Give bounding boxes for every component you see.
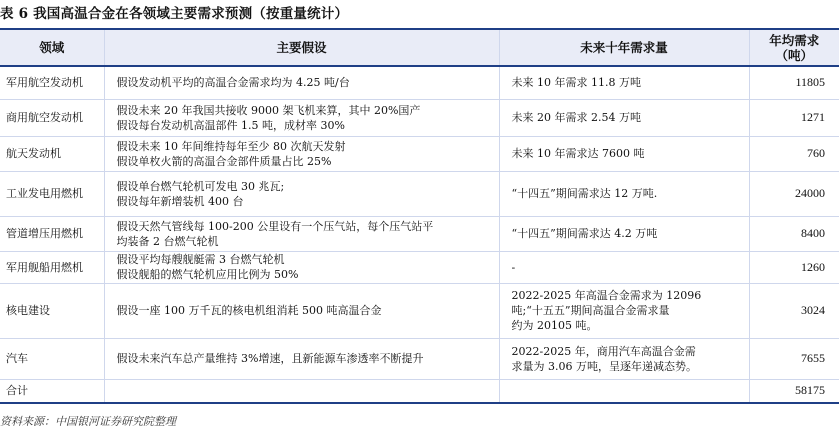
table-row bbox=[0, 136, 839, 171]
assumption-line: 均装备 2 台燃气轮机 bbox=[116, 234, 219, 248]
table-title: 表 6 我国高温合金在各领域主要需求预测（按重量统计） bbox=[0, 6, 349, 22]
assumption-line: 假设平均每艘舰艇需 3 台燃气轮机 bbox=[116, 253, 285, 266]
cell-domain: 商用航空发动机 bbox=[0, 99, 104, 136]
demand-line: - bbox=[511, 260, 516, 274]
cell-annual-demand: 8400 bbox=[749, 216, 839, 251]
cell-demand bbox=[499, 251, 749, 283]
demand-line: 求量为 3.06 万吨，呈逐年递减态势。 bbox=[511, 359, 697, 373]
cell-annual-demand: 3024 bbox=[749, 283, 839, 338]
cell-demand bbox=[499, 283, 749, 338]
cell-annual-demand: 11805 bbox=[749, 66, 839, 99]
cell-assumption bbox=[104, 171, 499, 216]
table-row bbox=[0, 99, 839, 136]
cell-domain: 管道增压用燃机 bbox=[0, 216, 104, 251]
table-row bbox=[0, 338, 839, 379]
assumption-line: 假设每年新增装机 400 台 bbox=[116, 194, 244, 208]
cell-annual-demand: 7655 bbox=[749, 338, 839, 379]
table-row bbox=[0, 216, 839, 251]
cell-domain: 军用航空发动机 bbox=[0, 66, 104, 99]
assumption-line: 假设天然气管线每 100-200 公里设有一个压气站，每个压气站平 bbox=[116, 219, 434, 233]
demand-line: “十四五”期间需求达 4.2 万吨 bbox=[511, 227, 658, 240]
table-row bbox=[0, 283, 839, 338]
cell-domain: 航天发动机 bbox=[0, 136, 104, 171]
demand-line: 未来 10 年需求达 7600 吨 bbox=[511, 147, 645, 160]
assumption-line: 假设每台发动机高温部件 1.5 吨，成材率 30% bbox=[116, 118, 345, 132]
table-row bbox=[0, 171, 839, 216]
demand-forecast-table bbox=[0, 28, 839, 404]
demand-line: 未来 10 年需求 11.8 万吨 bbox=[511, 76, 641, 90]
table-row bbox=[0, 66, 839, 99]
cell-annual-demand: 58175 bbox=[749, 379, 839, 403]
header-annual-line1: 年均需求 bbox=[769, 32, 820, 48]
cell-assumption bbox=[104, 379, 499, 403]
cell-demand bbox=[499, 66, 749, 99]
demand-line: 2022-2025 年，商用汽车高温合金需 bbox=[511, 344, 696, 358]
assumption-line: 假设未来 10 年间维持每年至少 80 次航天发射 bbox=[116, 139, 346, 153]
cell-annual-demand: 1260 bbox=[749, 251, 839, 283]
table-header-row bbox=[0, 29, 839, 66]
demand-line: 2022-2025 年高温合金需求为 12096 bbox=[511, 289, 702, 302]
cell-assumption bbox=[104, 338, 499, 379]
cell-assumption bbox=[104, 251, 499, 283]
header-demand: 未来十年需求量 bbox=[499, 29, 749, 66]
cell-domain: 工业发电用燃机 bbox=[0, 171, 104, 216]
assumption-line: 假设单台燃气轮机可发电 30 兆瓦; bbox=[116, 179, 285, 193]
cell-assumption bbox=[104, 216, 499, 251]
source-note: 资料来源：中国银河证券研究院整理 bbox=[0, 415, 176, 428]
cell-demand bbox=[499, 216, 749, 251]
cell-assumption bbox=[104, 66, 499, 99]
assumption-line: 假设舰船的燃气轮机应用比例为 50% bbox=[116, 268, 299, 281]
cell-assumption bbox=[104, 283, 499, 338]
demand-line: 吨;“十五五”期间高温合金需求量 bbox=[511, 304, 670, 317]
header-assumption: 主要假设 bbox=[104, 29, 499, 66]
cell-demand bbox=[499, 99, 749, 136]
cell-domain: 汽车 bbox=[0, 338, 104, 379]
cell-domain: 核电建设 bbox=[0, 283, 104, 338]
demand-line: 约为 20105 吨。 bbox=[511, 319, 598, 332]
assumption-line: 假设未来 20 年我国共接收 9000 架飞机来算，其中 20%国产 bbox=[116, 103, 421, 117]
assumption-line: 假设单枚火箭的高温合金部件质量占比 25% bbox=[116, 154, 332, 168]
cell-demand bbox=[499, 338, 749, 379]
table-row bbox=[0, 251, 839, 283]
cell-domain: 军用舰船用燃机 bbox=[0, 251, 104, 283]
cell-assumption bbox=[104, 99, 499, 136]
demand-line: “十四五”期间需求达 12 万吨. bbox=[511, 187, 658, 200]
cell-annual-demand: 760 bbox=[749, 136, 839, 171]
cell-demand bbox=[499, 136, 749, 171]
cell-annual-demand: 24000 bbox=[749, 171, 839, 216]
cell-demand bbox=[499, 379, 749, 403]
assumption-line: 假设未来汽车总产量维持 3%增速，且新能源车渗透率不断提升 bbox=[116, 352, 424, 365]
assumption-line: 假设一座 100 万千瓦的核电机组消耗 500 吨高温合金 bbox=[116, 304, 382, 317]
cell-demand bbox=[499, 171, 749, 216]
header-domain: 领域 bbox=[0, 29, 104, 66]
cell-domain: 合计 bbox=[0, 379, 104, 403]
demand-line: 未来 20 年需求 2.54 万吨 bbox=[511, 111, 641, 124]
cell-annual-demand: 1271 bbox=[749, 99, 839, 136]
header-annual bbox=[749, 29, 839, 66]
assumption-line: 假设发动机平均的高温合金需求均为 4.25 吨/台 bbox=[116, 76, 350, 90]
cell-assumption bbox=[104, 136, 499, 171]
table-row bbox=[0, 379, 839, 403]
header-annual-line2: （吨） bbox=[775, 47, 813, 63]
